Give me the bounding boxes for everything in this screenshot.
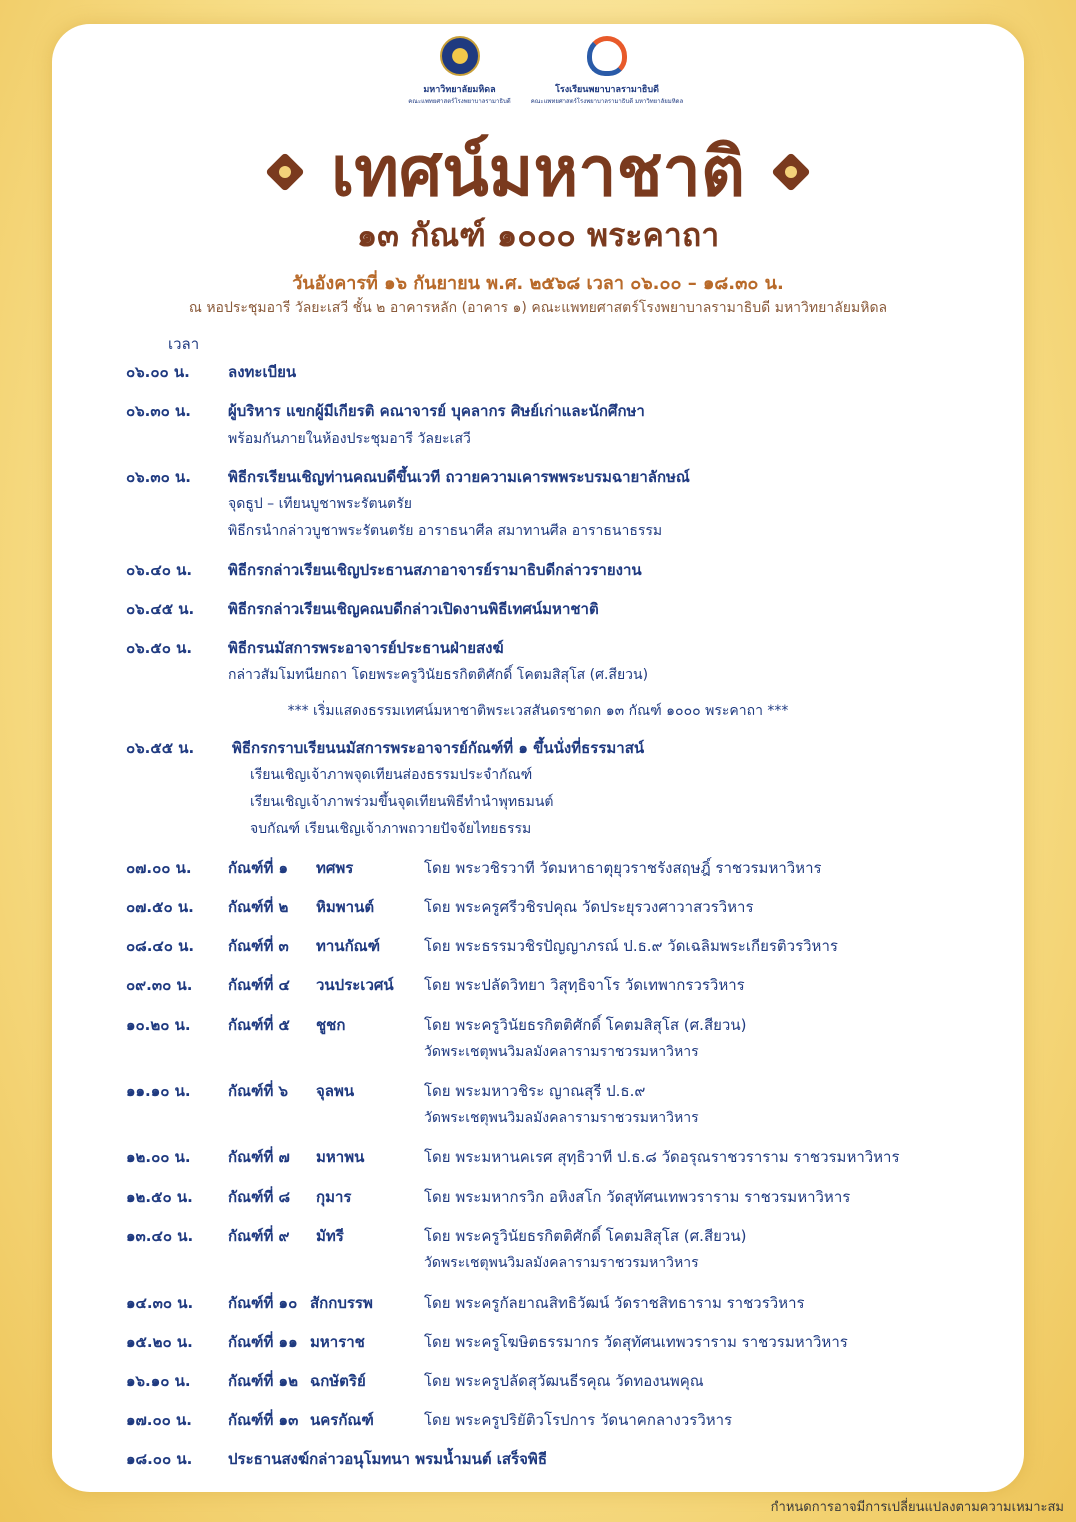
event-title: พิธีกรกราบเรียนนมัสการพระอาจารย์กัณฑ์ที่ ๑ ขึ้นนั่งที่ธรรมาสน์ [232,739,645,757]
rama-logo-name: โรงเรียนพยาบาลรามาธิบดี [555,85,659,95]
event-venue: ณ หอประชุมอารี วัลยะเสวี ชั้น ๒ อาคารหลัก (อาคาร ๑) คณะแพทยศาสตร์โรงพยาบาลรามาธิบดี มหาวิทยาลัยมหิดล [188,300,888,316]
kan-temple: วัดพระเชตุพนวิมลมังคลารามราชวรมหาวิหาร [424,1110,699,1126]
kan-preacher: โดย พระครูปลัดสุวัฒนธีรคุณ วัดทองนพคุณ [424,1372,704,1390]
kan-name: ฉกษัตริย์ [310,1372,366,1390]
kan-number: กัณฑ์ที่ ๘ [228,1188,291,1206]
kan-name: ทานกัณฑ์ [316,937,381,955]
kan-number: กัณฑ์ที่ ๔ [228,976,290,994]
kan-time: ๑๑.๑๐ น. [126,1082,191,1100]
rama-logo-sub: คณะแพทยศาสตร์โรงพยาบาลรามาธิบดี มหาวิทยาลัยมหิดล [530,98,684,105]
kan-time: ๐๘.๔๐ น. [126,937,195,955]
kan-time: ๑๗.๐๐ น. [126,1411,192,1429]
thai-flower-ornament-icon [263,150,307,194]
kan-name: กุมาร [316,1188,352,1206]
kan-number: กัณฑ์ที่ ๗ [228,1148,290,1166]
event-detail: เรียนเชิญเจ้าภาพจุดเทียนส่องธรรมประจำกัณฑ์ [250,767,533,783]
event-time: ๐๖.๔๕ น. [126,600,195,618]
event-time: ๐๖.๓๐ น. [126,402,191,420]
kan-name: จุลพน [316,1082,355,1100]
kan-preacher: โดย พระครูวินัยธรกิตติศักดิ์ โคตมสิสุโส (ศ.สียวน) [424,1227,747,1245]
kan-preacher: โดย พระมหากรวิก อหิงสโก วัดสุทัศนเทพวราราม ราชวรมหาวิหาร [424,1188,851,1206]
kan-preacher: โดย พระวชิรวาที วัดมหาธาตุยุวราชรังสฤษฎิ์ ราชวรมหาวิหาร [424,859,822,877]
event-detail: พร้อมกันภายในห้องประชุมอารี วัลยะเสวี [228,431,471,447]
event-time: ๐๖.๕๐ น. [126,639,193,657]
event-time: ๐๖.๐๐ น. [126,363,190,381]
heart-logo-icon [587,36,627,76]
kan-time: ๐๗.๕๐ น. [126,898,194,916]
kan-name: มหาราช [310,1333,365,1351]
kan-time: ๑๔.๓๐ น. [126,1294,194,1312]
event-title: พิธีกรนมัสการพระอาจารย์ประธานฝ่ายสงฆ์ [228,639,504,657]
page-title: เทศน์มหาชาติ [330,132,746,212]
kan-preacher: โดย พระมหาวชิระ ญาณสุรี ป.ธ.๙ [424,1082,646,1100]
event-title: พิธีกรเรียนเชิญท่านคณบดีขึ้นเวที ถวายความเคารพพระบรมฉายาลักษณ์ [228,468,690,486]
kan-time: ๑๒.๕๐ น. [126,1188,193,1206]
mahidol-logo-name: มหาวิทยาลัยมหิดล [423,85,496,95]
kan-time: ๑๐.๒๐ น. [126,1016,191,1034]
kan-number: กัณฑ์ที่ ๙ [228,1227,290,1245]
kan-time: ๑๓.๔๐ น. [126,1227,194,1245]
kan-preacher: โดย พระครูวินัยธรกิตติศักดิ์ โคตมสิสุโส (ศ.สียวน) [424,1016,747,1034]
kan-name: นครกัณฑ์ [310,1411,374,1429]
event-title: พิธีกรกล่าวเรียนเชิญประธานสภาอาจารย์รามาธิบดีกล่าวรายงาน [228,561,642,579]
kan-preacher: โดย พระมหานคเรศ สุทฺธิวาที ป.ธ.๘ วัดอรุณราชวราราม ราชวรมหาวิหาร [424,1148,900,1166]
event-time: ๐๖.๔๐ น. [126,561,193,579]
sermon-start-notice: *** เริ่มแสดงธรรมเทศน์มหาชาติพระเวสสันดรชาดก ๑๓ กัณฑ์ ๑๐๐๐ พระคาถา *** [287,703,789,719]
kan-time: ๑๕.๒๐ น. [126,1333,193,1351]
kan-name: วนประเวศน์ [316,976,394,994]
event-title: ลงทะเบียน [228,363,297,381]
schedule-change-footnote: กำหนดการอาจมีการเปลี่ยนแปลงตามความเหมาะสม [770,1500,1064,1515]
title-row [0,130,1076,214]
kan-number: กัณฑ์ที่ ๕ [228,1016,290,1034]
thai-flower-ornament-icon [769,150,813,194]
event-title: พิธีกรกล่าวเรียนเชิญคณบดีกล่าวเปิดงานพิธีเทศน์มหาชาติ [228,600,599,618]
kan-number: กัณฑ์ที่ ๑๐ [228,1294,298,1312]
kan-number: กัณฑ์ที่ ๑๓ [228,1411,299,1429]
kan-number: กัณฑ์ที่ ๖ [228,1082,289,1100]
kan-time: ๐๙.๓๐ น. [126,976,193,994]
event-detail: กล่าวสัมโมทนียกถา โดยพระครูวินัยธรกิตติศักดิ์ โคตมสิสุโส (ศ.สียวน) [228,667,649,683]
kan-temple: วัดพระเชตุพนวิมลมังคลารามราชวรมหาวิหาร [424,1044,699,1060]
kan-preacher: โดย พระปลัดวิทยา วิสุทฺธิจาโร วัดเทพากรวรวิหาร [424,976,745,994]
event-title: ผู้บริหาร แขกผู้มีเกียรติ คณาจารย์ บุคลากร ศิษย์เก่าและนักศึกษา [228,402,645,420]
event-title: ประธานสงฆ์กล่าวอนุโมทนา พรมน้ำมนต์ เสร็จพิธี [228,1450,547,1468]
kan-number: กัณฑ์ที่ ๑๒ [228,1372,298,1390]
event-dateline: วันอังคารที่ ๑๖ กันยายน พ.ศ. ๒๕๖๘ เวลา ๐๖.๐๐ – ๑๘.๓๐ น. [292,273,784,294]
mahidol-logo [392,36,527,106]
event-time: ๑๘.๐๐ น. [126,1450,193,1468]
mahidol-seal-icon [440,36,480,76]
kan-number: กัณฑ์ที่ ๓ [228,937,289,955]
time-column-header: เวลา [168,335,200,353]
kan-preacher: โดย พระครูศรีวชิรปคุณ วัดประยุรวงศาวาสวรวิหาร [424,898,754,916]
event-detail: เรียนเชิญเจ้าภาพร่วมขึ้นจุดเทียนพิธีทำนำพุทธมนต์ [250,794,554,810]
kan-number: กัณฑ์ที่ ๑ [228,859,289,877]
kan-preacher: โดย พระครูโฆษิตธรรมากร วัดสุทัศนเทพวราราม ราชวรมหาวิหาร [424,1333,848,1351]
kan-temple: วัดพระเชตุพนวิมลมังคลารามราชวรมหาวิหาร [424,1255,699,1271]
kan-number: กัณฑ์ที่ ๑๑ [228,1333,298,1351]
kan-name: มหาพน [316,1148,365,1166]
event-detail: จุดธูป – เทียนบูชาพระรัตนตรัย [228,496,412,512]
kan-name: มัทรี [316,1227,344,1245]
rama-nursing-logo [530,36,684,106]
event-time: ๐๖.๕๕ น. [126,739,195,757]
kan-name: หิมพานต์ [316,898,375,916]
mahidol-logo-sub: คณะแพทยศาสตร์โรงพยาบาลรามาธิบดี [408,98,511,105]
kan-time: ๐๗.๐๐ น. [126,859,192,877]
kan-number: กัณฑ์ที่ ๒ [228,898,289,916]
event-time: ๐๖.๓๐ น. [126,468,191,486]
kan-name: ชูชก [316,1016,346,1034]
kan-preacher: โดย พระครูกัลยาณสิทธิวัฒน์ วัดราชสิทธาราม ราชวรวิหาร [424,1294,805,1312]
kan-time: ๑๒.๐๐ น. [126,1148,191,1166]
kan-preacher: โดย พระธรรมวชิรปัญญาภรณ์ ป.ธ.๙ วัดเฉลิมพระเกียรติวรวิหาร [424,937,838,955]
kan-name: สักกบรรพ [310,1294,373,1312]
page-subtitle: ๑๓ กัณฑ์ ๑๐๐๐ พระคาถา [356,216,720,254]
event-detail: จบกัณฑ์ เรียนเชิญเจ้าภาพถวายปัจจัยไทยธรรม [250,821,532,837]
kan-preacher: โดย พระครูปริยัติวโรปการ วัดนาคกลางวรวิหาร [424,1411,733,1429]
kan-time: ๑๖.๑๐ น. [126,1372,191,1390]
kan-name: ทศพร [316,859,354,877]
event-detail: พิธีกรนำกล่าวบูชาพระรัตนตรัย อาราธนาศีล สมาทานศีล อาราธนาธรรม [228,523,663,539]
